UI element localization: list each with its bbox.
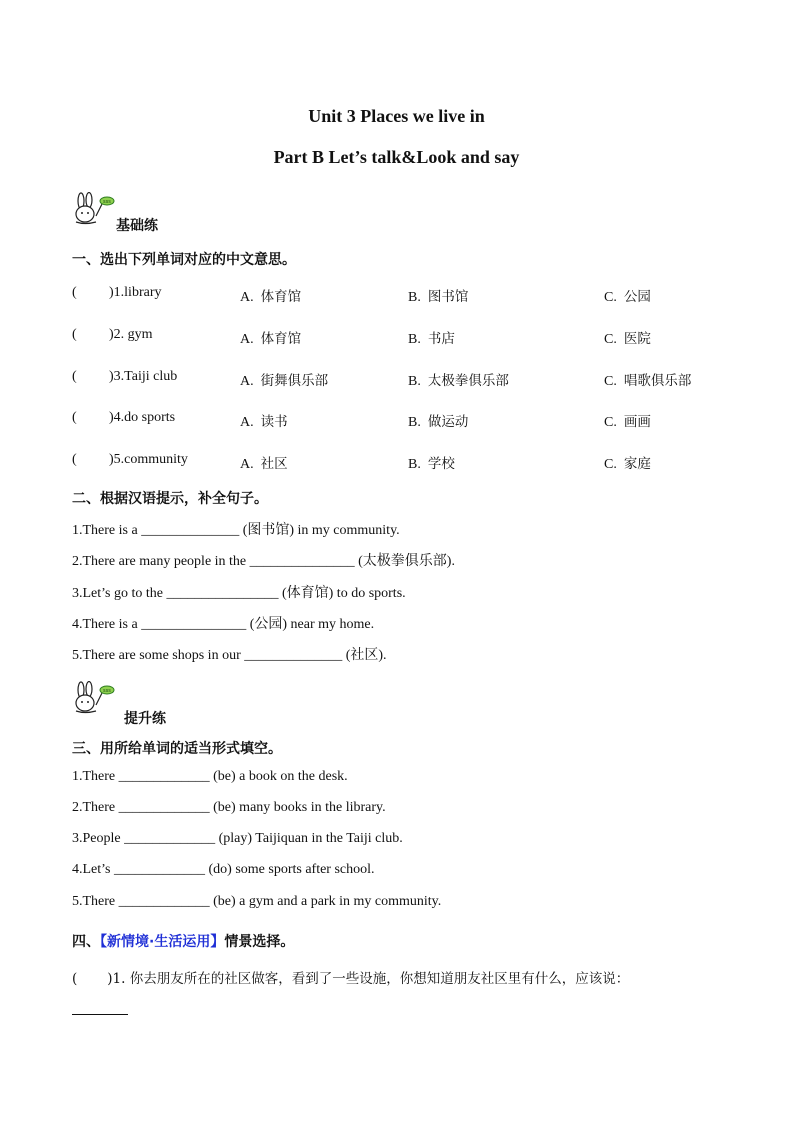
scenario-question <box>72 967 629 987</box>
sentence-line: 2.There are many people in the _______________ (太极拳俱乐部). <box>72 554 455 569</box>
heading-suffix: 情景选择。 <box>224 934 295 950</box>
option-text: 体育馆 <box>260 289 302 305</box>
page-title: Unit 3 Places we live in <box>308 106 485 126</box>
answer-blank-paren[interactable]: ( <box>72 452 77 467</box>
option-text: 图书馆 <box>427 289 469 305</box>
option-c <box>604 410 651 431</box>
option-text: 医院 <box>623 331 651 347</box>
option-letter: B. <box>408 290 421 305</box>
option-a <box>240 410 288 431</box>
option-a <box>240 327 301 348</box>
answer-blank-paren[interactable]: ( <box>72 327 77 342</box>
option-text: 社区 <box>260 456 288 472</box>
option-a <box>240 285 301 306</box>
option-a <box>240 452 288 473</box>
question-text: )3.Taiji club <box>109 369 178 384</box>
question-row <box>72 452 752 474</box>
answer-blank-paren[interactable]: ( <box>72 285 77 300</box>
option-c <box>604 285 651 306</box>
sentence-line: 4.There is a _______________ (公园) near my home. <box>72 617 375 632</box>
option-letter: B. <box>408 457 421 472</box>
heading-accent-tag: 【新情境·生活运用】 <box>100 934 225 950</box>
option-letter: A. <box>240 415 254 430</box>
answer-underline[interactable] <box>72 1014 128 1015</box>
option-letter: B. <box>408 374 421 389</box>
option-text: 学校 <box>427 456 455 472</box>
answer-blank-paren[interactable]: ( <box>72 971 78 987</box>
page-subtitle: Part B Let’s talk&Look and say <box>273 147 520 167</box>
option-letter: A. <box>240 290 254 305</box>
option-text: 体育馆 <box>260 331 302 347</box>
part3-heading: 三、用所给单词的适当形式填空。 <box>72 741 282 757</box>
option-letter: A. <box>240 457 254 472</box>
option-text: 太极拳俱乐部 <box>427 373 509 389</box>
option-c <box>604 452 651 473</box>
cartoon-rabbit-icon <box>72 681 116 715</box>
option-text: 读书 <box>260 414 288 430</box>
sentence-line: 4.Let’s _____________ (do) some sports after school. <box>72 862 375 877</box>
sentence-line: 2.There _____________ (be) many books in the library. <box>72 800 386 815</box>
answer-blank-paren[interactable]: ( <box>72 369 77 384</box>
heading-prefix: 四、 <box>72 934 100 950</box>
section-label-basic: 基础练 <box>116 218 158 234</box>
sentence-line: 1.There _____________ (be) a book on the desk. <box>72 769 348 784</box>
question-row <box>72 285 752 307</box>
sentence-line: 3.People _____________ (play) Taijiquan in the Taiji club. <box>72 831 403 846</box>
option-letter: B. <box>408 332 421 347</box>
question-row <box>72 410 752 432</box>
scenario-text: )1. 你去朋友所在的社区做客，看到了一些设施，你想知道朋友社区里有什么，应该说： <box>107 971 630 987</box>
option-letter: A. <box>240 374 254 389</box>
option-text: 公园 <box>623 289 651 305</box>
option-letter: C. <box>604 457 617 472</box>
part2-heading: 二、根据汉语提示，补全句子。 <box>72 491 268 507</box>
sentence-line: 1.There is a ______________ (图书馆) in my community. <box>72 523 400 538</box>
option-b <box>408 285 468 306</box>
option-text: 家庭 <box>623 456 651 472</box>
option-text: 街舞俱乐部 <box>260 373 329 389</box>
part4-heading <box>72 931 294 951</box>
option-text: 画画 <box>623 414 651 430</box>
option-b <box>408 452 455 473</box>
question-text: )4.do sports <box>109 410 176 425</box>
option-b <box>408 369 509 390</box>
option-letter: C. <box>604 332 617 347</box>
option-c <box>604 327 651 348</box>
question-text: )5.community <box>109 452 188 467</box>
option-b <box>408 410 468 431</box>
sentence-line: 3.Let’s go to the ________________ (体育馆) to do sports. <box>72 586 406 601</box>
option-letter: C. <box>604 374 617 389</box>
option-text: 做运动 <box>427 414 469 430</box>
option-b <box>408 327 455 348</box>
question-text: )1.library <box>109 285 162 300</box>
question-text: )2. gym <box>109 327 153 342</box>
question-row <box>72 369 752 391</box>
cartoon-rabbit-icon <box>72 192 116 226</box>
section-label-advanced: 提升练 <box>124 711 166 727</box>
sentence-line: 5.There are some shops in our ______________ (社区). <box>72 648 387 663</box>
sentence-line: 5.There _____________ (be) a gym and a park in my community. <box>72 894 442 909</box>
part1-heading: 一、选出下列单词对应的中文意思。 <box>72 252 296 268</box>
answer-blank-paren[interactable]: ( <box>72 410 77 425</box>
svg-text:sss: sss <box>103 199 111 205</box>
option-a <box>240 369 328 390</box>
option-letter: C. <box>604 290 617 305</box>
option-letter: A. <box>240 332 254 347</box>
option-letter: C. <box>604 415 617 430</box>
option-text: 书店 <box>427 331 455 347</box>
question-row <box>72 327 752 349</box>
svg-text:sss: sss <box>103 688 111 694</box>
option-text: 唱歌俱乐部 <box>623 373 692 389</box>
option-c <box>604 369 691 390</box>
option-letter: B. <box>408 415 421 430</box>
